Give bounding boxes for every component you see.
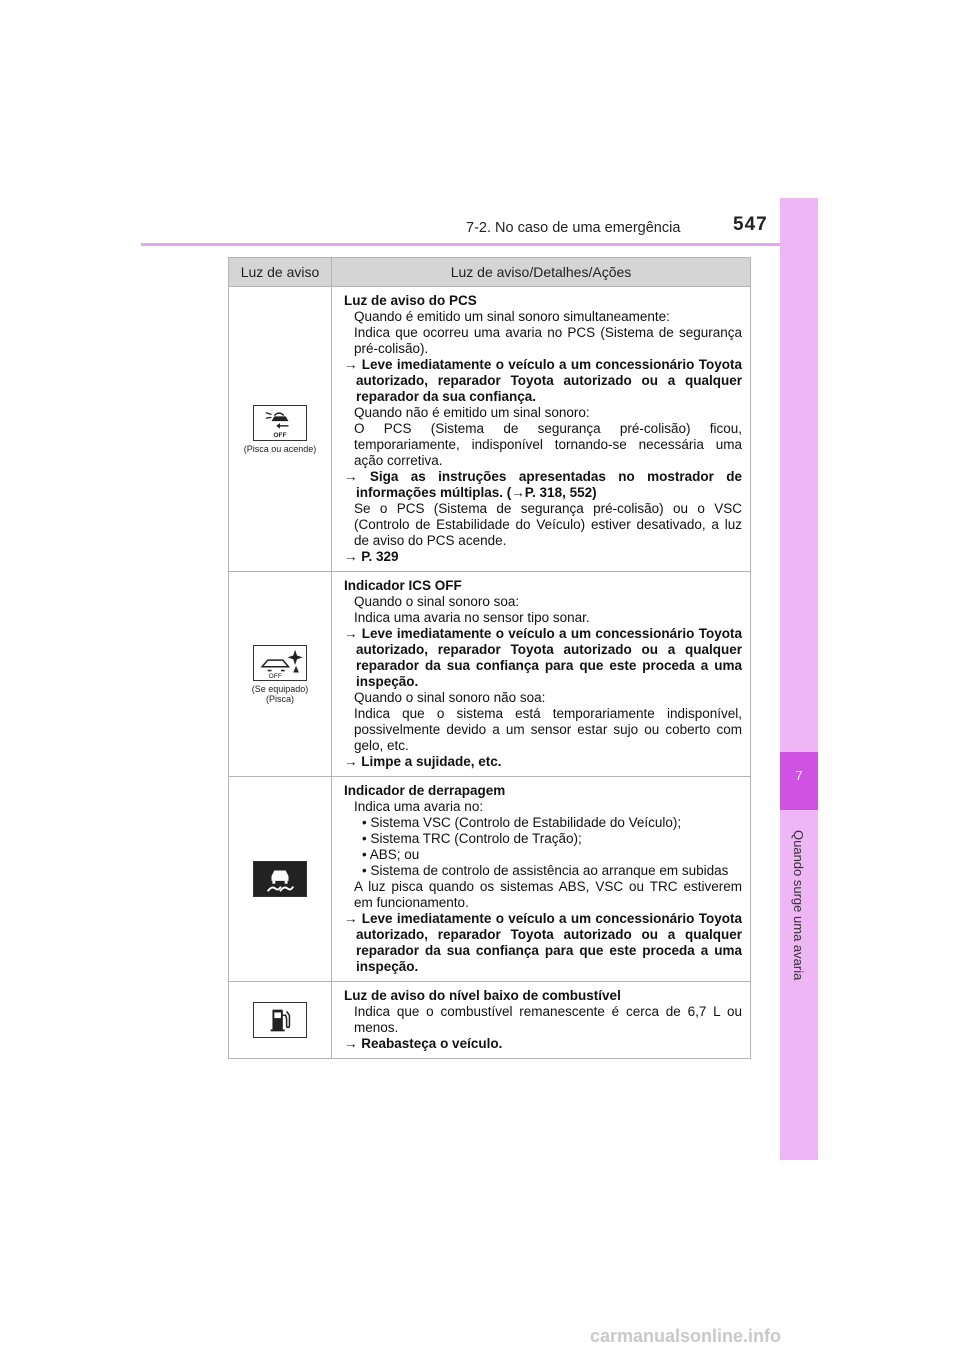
description-cell <box>332 287 751 572</box>
action-line: → Reabasteça o veículo. <box>344 1036 503 1051</box>
text-line: Indica que ocorreu uma avaria no PCS (Sistema de segurança pré-colisão). <box>354 325 742 356</box>
bullet-item: • Sistema VSC (Controlo de Estabilidade do Veículo); <box>362 815 682 830</box>
column-header-details: Luz de aviso/Detalhes/Ações <box>332 258 751 287</box>
ics-off-icon <box>253 645 307 681</box>
section-title: 7-2. No caso de uma emergência <box>466 220 681 236</box>
action-text: Leve imediatamente o veículo a um concessionário Toyota autorizado, reparador Toyota autorizado ou a qualquer reparador da sua confiança para que este proceda a uma inspeção. <box>356 911 742 974</box>
action-line: → Siga as instruções apresentadas no mostrador de informações múltiplas. (→P. 318, 552) <box>344 469 742 500</box>
table-row <box>229 287 751 572</box>
warning-lights-table <box>228 257 751 1059</box>
row-title: Indicador ICS OFF <box>344 578 462 593</box>
chapter-title: Quando surge uma avaria <box>791 830 806 981</box>
text-line: Indica que o sistema está temporariamente indisponível, possivelmente devido a um sensor estar sujo ou coberto com gelo, etc. <box>354 706 742 753</box>
icon-cell <box>229 287 332 572</box>
action-text: P. 329 <box>361 549 399 564</box>
text-line: A luz pisca quando os sistemas ABS, VSC ou TRC estiverem em funcionamento. <box>354 879 742 910</box>
table-row <box>229 572 751 777</box>
action-text: Limpe a sujidade, etc. <box>361 754 502 769</box>
text-line: Quando não é emitido um sinal sonoro: <box>354 405 590 420</box>
svg-text:OFF: OFF <box>268 672 282 680</box>
action-line: → Leve imediatamente o veículo a um concessionário Toyota autorizado, reparador Toyota autorizado ou a qualquer reparador da sua confiança para que este proceda a uma inspeção. <box>344 911 742 974</box>
bullet-item: • Sistema de controlo de assistência ao arranque em subidas <box>362 863 729 878</box>
icon-note: (Pisca) <box>265 693 294 704</box>
action-line: → Leve imediatamente o veículo a um concessionário Toyota autorizado, reparador Toyota autorizado ou a qualquer reparador da sua confiança para que este proceda a uma inspeção. <box>344 626 742 689</box>
text-line: Indica que o combustível remanescente é cerca de 6,7 L ou menos. <box>354 1004 742 1035</box>
row-title: Indicador de derrapagem <box>344 783 506 798</box>
text-line: Indica uma avaria no: <box>354 799 484 814</box>
watermark-logo: carmanualsonline.info <box>590 1326 782 1346</box>
icon-cell <box>229 572 332 777</box>
header-rule <box>141 243 818 246</box>
text-line: Se o PCS (Sistema de segurança pré-colisão) ou o VSC (Controlo de Estabilidade do Veículo) estiver desativado, a luz de aviso do PCS acende. <box>354 501 742 548</box>
slip-indicator-icon <box>253 861 307 897</box>
action-line: → Limpe a sujidade, etc. <box>344 754 502 769</box>
column-header-light: Luz de aviso <box>229 258 332 287</box>
bullet-item: • Sistema TRC (Controlo de Tração); <box>362 831 582 846</box>
description-cell <box>332 777 751 982</box>
bullet-item: • ABS; ou <box>362 847 420 862</box>
icon-note: (Pisca ou acende) <box>243 443 317 454</box>
text-line: Indica uma avaria no sensor tipo sonar. <box>354 610 590 625</box>
description-cell <box>332 982 751 1059</box>
fuel-pump-icon <box>253 1002 307 1038</box>
chapter-number: 7 <box>795 768 803 783</box>
text-line: O PCS (Sistema de segurança pré-colisão) ficou, temporariamente, indisponível tornando-se necessária uma ação corretiva. <box>354 421 742 468</box>
row-title: Luz de aviso do PCS <box>344 293 477 308</box>
table-header-row <box>229 258 751 287</box>
row-title: Luz de aviso do nível baixo de combustível <box>344 988 621 1003</box>
table-row <box>229 777 751 982</box>
text-line: Quando é emitido um sinal sonoro simultaneamente: <box>354 309 670 324</box>
page-number: 547 <box>733 214 768 235</box>
text-line: Quando o sinal sonoro soa: <box>354 594 520 609</box>
icon-cell <box>229 982 332 1059</box>
action-line: → P. 329 <box>344 549 399 564</box>
svg-text:OFF: OFF <box>273 431 287 439</box>
table-row <box>229 982 751 1059</box>
icon-note: (Se equipado) <box>251 683 309 694</box>
action-text: Siga as instruções apresentadas no mostrador de informações múltiplas. (→P. 318, 552) <box>356 469 742 500</box>
chapter-side-tab <box>780 198 818 1160</box>
action-text: Leve imediatamente o veículo a um concessionário Toyota autorizado, reparador Toyota autorizado ou a qualquer reparador da sua confiança para que este proceda a uma inspeção. <box>356 626 742 689</box>
action-text: Reabasteça o veículo. <box>361 1036 503 1051</box>
text-line: Quando o sinal sonoro não soa: <box>354 690 546 705</box>
description-cell <box>332 572 751 777</box>
action-line: → Leve imediatamente o veículo a um concessionário Toyota autorizado, reparador Toyota autorizado ou a qualquer reparador da sua confiança. <box>344 357 742 404</box>
action-text: Leve imediatamente o veículo a um concessionário Toyota autorizado, reparador Toyota autorizado ou a qualquer reparador da sua confiança. <box>356 357 742 404</box>
icon-cell <box>229 777 332 982</box>
pcs-warning-icon <box>253 405 307 441</box>
